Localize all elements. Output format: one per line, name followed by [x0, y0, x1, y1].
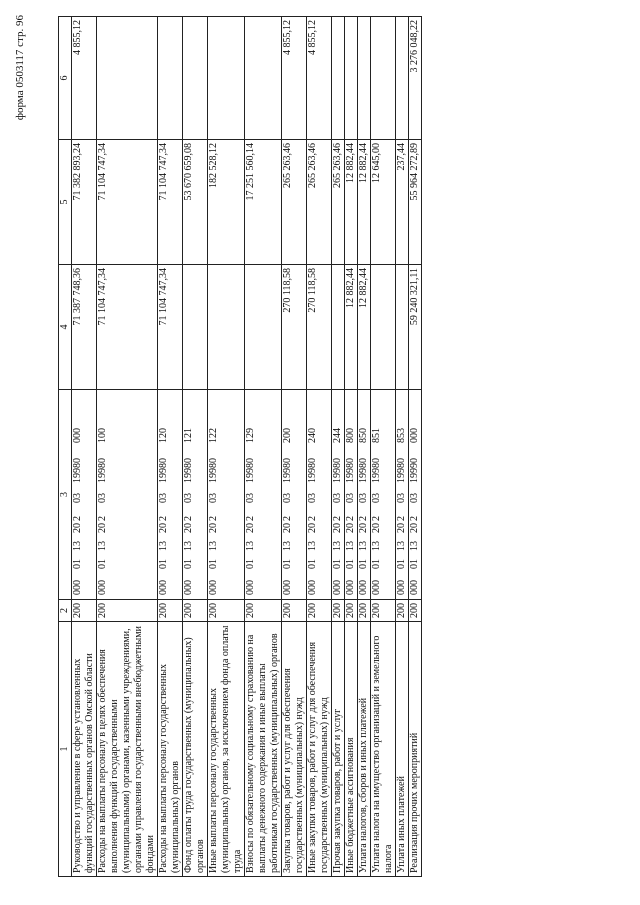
row-col-5: 182 528,12 — [208, 140, 245, 265]
kbk-part: 03 — [158, 493, 169, 503]
row-name: Иные выплаты персоналу государственных (муниципальных) органов, за исключением фонда оплаты труда — [208, 622, 245, 877]
kbk-part: 13 — [208, 541, 219, 551]
kbk-part: 13 — [97, 541, 108, 551]
kbk-part: 19980 — [345, 458, 356, 483]
kbk-part: 01 — [307, 559, 318, 569]
row-col-4: 71 104 747,34 — [158, 265, 183, 390]
row-name: Взносы по обязательному социальному страхованию на выплаты денежного содержания и иные выплаты работникам государственных (муниципальных) органов — [245, 622, 282, 877]
kbk-part: 01 — [332, 559, 343, 569]
row-code: 200 — [282, 600, 307, 622]
kbk-part: 19980 — [183, 458, 194, 483]
row-name: Уплата иных платежей — [396, 622, 409, 877]
kbk-part: 2 — [307, 516, 318, 521]
kbk-part: 20 — [158, 523, 169, 533]
kbk-part: 851 — [371, 428, 382, 443]
kbk-part: 2 — [409, 516, 420, 521]
table-body — [72, 17, 422, 877]
kbk-part: 01 — [345, 559, 356, 569]
row-col-6 — [396, 17, 409, 140]
row-name: Прочая закупка товаров, работ и услуг — [332, 622, 345, 877]
kbk-part: 000 — [409, 580, 420, 595]
table-row — [183, 17, 208, 877]
row-kbk — [307, 390, 332, 600]
kbk-part: 01 — [245, 559, 256, 569]
row-col-6 — [358, 17, 371, 140]
row-kbk — [183, 390, 208, 600]
table-row — [72, 17, 97, 877]
kbk-part: 000 — [371, 580, 382, 595]
kbk-part: 13 — [282, 541, 293, 551]
row-code: 200 — [72, 600, 97, 622]
kbk-part: 13 — [358, 541, 369, 551]
kbk-part: 19980 — [396, 458, 407, 483]
row-col-6 — [371, 17, 396, 140]
row-col-4 — [332, 265, 345, 390]
kbk-part: 000 — [396, 580, 407, 595]
kbk-part: 13 — [396, 541, 407, 551]
row-name: Уплата налога на имущество организаций и земельного налога — [371, 622, 396, 877]
kbk-part: 2 — [345, 516, 356, 521]
row-col-4 — [371, 265, 396, 390]
row-kbk — [332, 390, 345, 600]
row-kbk — [282, 390, 307, 600]
header-col-5: 5 — [59, 140, 72, 265]
kbk-part: 19980 — [332, 458, 343, 483]
kbk-part: 20 — [183, 523, 194, 533]
table-row — [158, 17, 183, 877]
kbk-part: 000 — [358, 580, 369, 595]
row-col-5: 12 882,44 — [358, 140, 371, 265]
kbk-part: 19980 — [282, 458, 293, 483]
kbk-part: 20 — [345, 523, 356, 533]
row-name: Расходы на выплаты персоналу в целях обеспечения выполнения функций государственными (муниципальными) органами, казенными учреждениями, органами управления государственными внебюджетными фондами — [97, 622, 158, 877]
table-row — [332, 17, 345, 877]
row-col-5: 237,44 — [396, 140, 409, 265]
row-col-5: 71 382 893,24 — [72, 140, 97, 265]
kbk-part: 2 — [371, 516, 382, 521]
row-code: 200 — [396, 600, 409, 622]
kbk-part: 20 — [245, 523, 256, 533]
kbk-part: 850 — [358, 428, 369, 443]
row-col-6 — [158, 17, 183, 140]
kbk-part: 01 — [208, 559, 219, 569]
row-col-5: 53 670 659,08 — [183, 140, 208, 265]
row-kbk — [345, 390, 358, 600]
kbk-part: 01 — [72, 559, 83, 569]
kbk-part: 13 — [158, 541, 169, 551]
row-col-4: 12 882,44 — [358, 265, 371, 390]
row-kbk — [409, 390, 422, 600]
kbk-part: 000 — [208, 580, 219, 595]
kbk-part: 19980 — [208, 458, 219, 483]
kbk-part: 2 — [332, 516, 343, 521]
kbk-part: 20 — [97, 523, 108, 533]
kbk-part: 19980 — [358, 458, 369, 483]
kbk-part: 2 — [396, 516, 407, 521]
kbk-part: 853 — [396, 428, 407, 443]
kbk-part: 01 — [358, 559, 369, 569]
kbk-part: 000 — [409, 428, 420, 443]
kbk-part: 13 — [409, 541, 420, 551]
row-col-5: 71 104 747,34 — [158, 140, 183, 265]
row-col-5: 71 104 747,34 — [97, 140, 158, 265]
kbk-part: 000 — [72, 580, 83, 595]
kbk-part: 000 — [345, 580, 356, 595]
header-col-2: 2 — [59, 600, 72, 622]
row-col-5: 17 251 560,14 — [245, 140, 282, 265]
kbk-part: 2 — [282, 516, 293, 521]
table-row — [409, 17, 422, 877]
kbk-part: 03 — [282, 493, 293, 503]
row-name: Иные закупки товаров, работ и услуг для обеспечения государственных (муниципальных) нужд — [307, 622, 332, 877]
row-col-5: 265 263,46 — [282, 140, 307, 265]
header-col-1: 1 — [59, 622, 72, 877]
kbk-part: 03 — [183, 493, 194, 503]
table-row — [245, 17, 282, 877]
kbk-part: 01 — [183, 559, 194, 569]
kbk-part: 13 — [345, 541, 356, 551]
row-col-6: 3 276 048,22 — [409, 17, 422, 140]
header-col-6: 6 — [59, 17, 72, 140]
kbk-part: 03 — [409, 493, 420, 503]
kbk-part: 20 — [282, 523, 293, 533]
row-col-4: 270 118,58 — [307, 265, 332, 390]
kbk-part: 03 — [245, 493, 256, 503]
kbk-part: 19980 — [97, 458, 108, 483]
kbk-part: 19990 — [409, 458, 420, 483]
row-col-6: 4 855,12 — [72, 17, 97, 140]
row-code: 200 — [245, 600, 282, 622]
row-col-5: 265 263,46 — [332, 140, 345, 265]
row-col-6 — [332, 17, 345, 140]
row-name: Закупка товаров, работ и услуг для обеспечения государственных (муниципальных) нужд — [282, 622, 307, 877]
kbk-part: 20 — [332, 523, 343, 533]
header-col-4: 4 — [59, 265, 72, 390]
budget-table — [58, 16, 422, 877]
row-col-6 — [183, 17, 208, 140]
kbk-part: 000 — [183, 580, 194, 595]
row-col-6 — [97, 17, 158, 140]
kbk-part: 03 — [72, 493, 83, 503]
kbk-part: 19980 — [307, 458, 318, 483]
table-row — [371, 17, 396, 877]
row-col-4 — [245, 265, 282, 390]
kbk-part: 13 — [307, 541, 318, 551]
kbk-part: 20 — [396, 523, 407, 533]
row-code: 200 — [97, 600, 158, 622]
table-row — [396, 17, 409, 877]
row-col-4: 71 104 747,34 — [97, 265, 158, 390]
kbk-part: 100 — [97, 428, 108, 443]
row-code: 200 — [307, 600, 332, 622]
table-row — [345, 17, 358, 877]
row-col-4 — [208, 265, 245, 390]
kbk-part: 240 — [307, 428, 318, 443]
kbk-part: 03 — [396, 493, 407, 503]
row-code: 200 — [345, 600, 358, 622]
row-code: 200 — [208, 600, 245, 622]
row-name: Уплата налогов, сборов и иных платежей — [358, 622, 371, 877]
kbk-part: 122 — [208, 428, 219, 443]
kbk-part: 244 — [332, 428, 343, 443]
kbk-part: 120 — [158, 428, 169, 443]
kbk-part: 000 — [245, 580, 256, 595]
kbk-part: 01 — [97, 559, 108, 569]
row-col-4: 270 118,58 — [282, 265, 307, 390]
kbk-part: 000 — [307, 580, 318, 595]
row-code: 200 — [358, 600, 371, 622]
kbk-part: 03 — [358, 493, 369, 503]
kbk-part: 13 — [332, 541, 343, 551]
kbk-part: 03 — [332, 493, 343, 503]
header-col-3: 3 — [59, 390, 72, 600]
row-name: Реализация прочих мероприятий — [409, 622, 422, 877]
kbk-part: 19980 — [245, 458, 256, 483]
row-col-5: 265 263,46 — [307, 140, 332, 265]
table-row — [358, 17, 371, 877]
row-col-5: 12 882,44 — [345, 140, 358, 265]
kbk-part: 01 — [396, 559, 407, 569]
row-col-4: 71 387 748,36 — [72, 265, 97, 390]
kbk-part: 01 — [409, 559, 420, 569]
header-row — [59, 17, 72, 877]
row-code: 200 — [183, 600, 208, 622]
kbk-part: 20 — [72, 523, 83, 533]
row-col-6: 4 855,12 — [307, 17, 332, 140]
row-kbk — [97, 390, 158, 600]
kbk-part: 20 — [358, 523, 369, 533]
form-label: форма 0503117 стр. 96 — [14, 15, 26, 121]
row-code: 200 — [371, 600, 396, 622]
kbk-part: 000 — [158, 580, 169, 595]
row-col-4: 12 882,44 — [345, 265, 358, 390]
kbk-part: 19980 — [72, 458, 83, 483]
kbk-part: 19980 — [371, 458, 382, 483]
kbk-part: 01 — [371, 559, 382, 569]
row-kbk — [245, 390, 282, 600]
row-kbk — [208, 390, 245, 600]
kbk-part: 000 — [282, 580, 293, 595]
kbk-part: 03 — [345, 493, 356, 503]
kbk-part: 129 — [245, 428, 256, 443]
kbk-part: 03 — [307, 493, 318, 503]
table-row — [97, 17, 158, 877]
kbk-part: 01 — [282, 559, 293, 569]
table-row — [307, 17, 332, 877]
row-kbk — [396, 390, 409, 600]
kbk-part: 20 — [208, 523, 219, 533]
kbk-part: 01 — [158, 559, 169, 569]
row-name: Руководство и управление в сфере установленных функций государственных органов Омской области — [72, 622, 97, 877]
row-kbk — [158, 390, 183, 600]
kbk-part: 000 — [332, 580, 343, 595]
kbk-part: 2 — [158, 516, 169, 521]
kbk-part: 2 — [208, 516, 219, 521]
kbk-part: 2 — [245, 516, 256, 521]
row-col-4 — [183, 265, 208, 390]
kbk-part: 2 — [183, 516, 194, 521]
row-col-4 — [396, 265, 409, 390]
kbk-part: 2 — [72, 516, 83, 521]
kbk-part: 13 — [245, 541, 256, 551]
kbk-part: 2 — [97, 516, 108, 521]
kbk-part: 13 — [371, 541, 382, 551]
kbk-part: 200 — [282, 428, 293, 443]
table-row — [282, 17, 307, 877]
row-kbk — [72, 390, 97, 600]
row-col-6: 4 855,12 — [282, 17, 307, 140]
kbk-part: 000 — [72, 428, 83, 443]
row-kbk — [358, 390, 371, 600]
kbk-part: 13 — [183, 541, 194, 551]
row-col-6 — [245, 17, 282, 140]
row-col-5: 12 645,00 — [371, 140, 396, 265]
kbk-part: 000 — [97, 580, 108, 595]
kbk-part: 800 — [345, 428, 356, 443]
kbk-part: 2 — [358, 516, 369, 521]
kbk-part: 20 — [409, 523, 420, 533]
row-col-6 — [208, 17, 245, 140]
table-row — [208, 17, 245, 877]
row-name: Фонд оплаты труда государственных (муниципальных) органов — [183, 622, 208, 877]
row-kbk — [371, 390, 396, 600]
kbk-part: 19980 — [158, 458, 169, 483]
row-code: 200 — [332, 600, 345, 622]
row-col-4: 59 240 321,11 — [409, 265, 422, 390]
kbk-part: 03 — [371, 493, 382, 503]
row-col-6 — [345, 17, 358, 140]
row-name: Расходы на выплаты персоналу государственных (муниципальных) органов — [158, 622, 183, 877]
row-name: Иные бюджетные ассигнования — [345, 622, 358, 877]
row-code: 200 — [158, 600, 183, 622]
kbk-part: 20 — [307, 523, 318, 533]
kbk-part: 20 — [371, 523, 382, 533]
kbk-part: 13 — [72, 541, 83, 551]
kbk-part: 03 — [97, 493, 108, 503]
kbk-part: 03 — [208, 493, 219, 503]
kbk-part: 121 — [183, 428, 194, 443]
row-code: 200 — [409, 600, 422, 622]
row-col-5: 55 964 272,89 — [409, 140, 422, 265]
